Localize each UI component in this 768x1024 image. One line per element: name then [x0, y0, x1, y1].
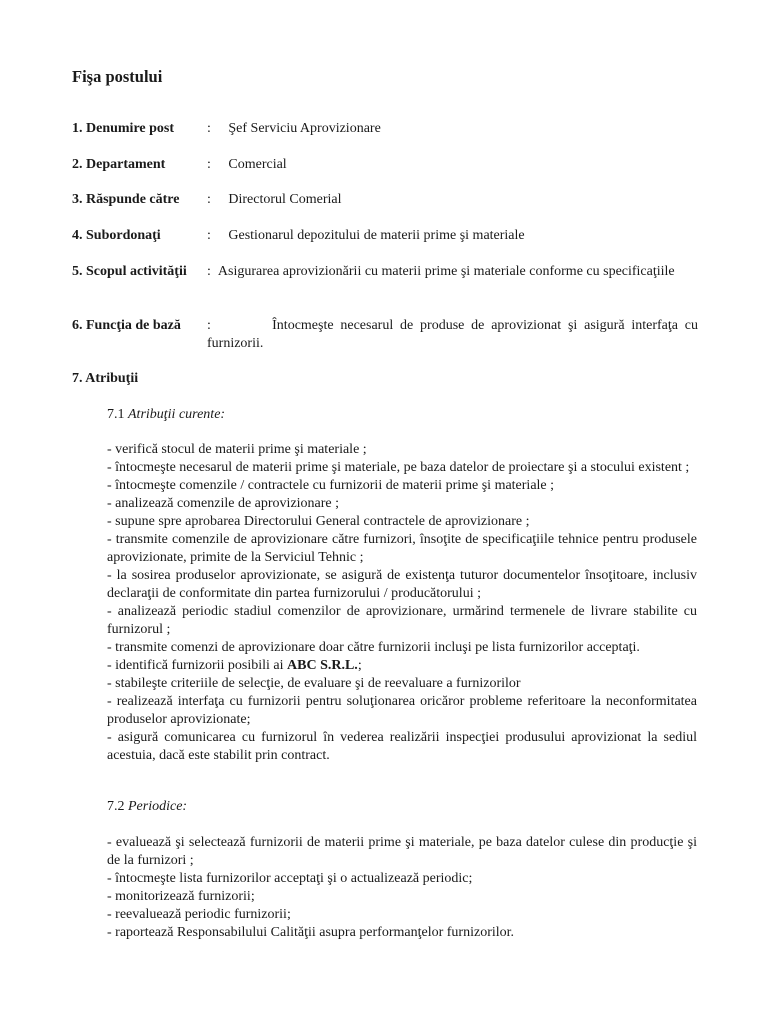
field-label: 3. Răspunde către	[72, 192, 180, 207]
field-separator: :	[207, 157, 211, 172]
field-value-text: Comercial	[228, 157, 287, 172]
list-item-identify-suppliers	[107, 657, 697, 675]
subheading-title: Periodice:	[128, 799, 188, 814]
field-value	[207, 120, 698, 138]
list-item: - analizează comenzile de aprovizionare ;	[107, 496, 340, 511]
section-heading-duties: 7. Atribuţii	[72, 371, 139, 386]
field-label: 2. Departament	[72, 157, 166, 172]
list-item: - transmite comenzile de aprovizionare către furnizori, însoţite de specificaţiile tehnice pentru produsele aprovizionate, primite de la Serviciul Tehnic ;	[107, 532, 697, 565]
identify-suffix: ;	[357, 658, 362, 673]
field-label: 5. Scopul activităţii	[72, 264, 187, 279]
field-value	[207, 317, 698, 353]
list-item: - realizează interfaţa cu furnizorii pentru soluţionarea oricăror probleme referitoare la neconformitatea produselor aprovizionate;	[107, 694, 697, 727]
list-item: - transmite comenzi de aprovizionare doar către furnizorii incluşi pe lista furnizorilor acceptaţi.	[107, 640, 640, 655]
list-item: - verifică stocul de materii prime şi materiale ;	[107, 442, 367, 457]
field-value	[207, 227, 698, 245]
list-item: - supune spre aprobarea Directorului General contractele de aprovizionare ;	[107, 514, 530, 529]
field-value-text: Şef Serviciu Aprovizionare	[228, 121, 381, 136]
identify-prefix: - identifică furnizorii posibili ai	[107, 658, 288, 673]
field-value-text: Gestionarul depozitului de materii prime şi materiale	[228, 228, 525, 243]
list-item: - întocmeşte comenzile / contractele cu furnizorii de materii prime şi materiale ;	[107, 478, 555, 493]
list-item: - reevaluează periodic furnizorii;	[107, 907, 291, 922]
subheading-title: Atribuţii curente:	[128, 407, 226, 422]
list-item: - monitorizează furnizorii;	[107, 889, 255, 904]
list-item: - întocmeşte necesarul de materii prime şi materiale, pe baza datelor de proiectare şi a stocului existent ;	[107, 460, 690, 475]
subheading-current-duties	[107, 406, 225, 424]
company-name: ABC S.R.L.	[287, 658, 358, 673]
field-label: 6. Funcţia de bază	[72, 318, 181, 333]
field-separator: :	[207, 121, 211, 136]
field-separator: :	[207, 228, 211, 243]
periodic-duties-list	[107, 834, 697, 942]
list-item: - analizează periodic stadiul comenzilor de aprovizionare, urmărind termenele de livrare stabilite cu furnizorul ;	[107, 604, 697, 637]
current-duties-list	[107, 441, 697, 765]
field-separator: :	[207, 192, 211, 207]
field-value-text: Întocmeşte necesarul de produse de aprovizionat şi asigură interfaţa cu furnizorii.	[207, 318, 698, 351]
field-label: 4. Subordonaţi	[72, 228, 161, 243]
field-value	[207, 191, 698, 209]
subheading-number: 7.1	[107, 407, 125, 422]
subheading-number: 7.2	[107, 799, 125, 814]
field-value	[207, 263, 698, 281]
subheading-periodic-duties	[107, 798, 187, 816]
list-item: - stabileşte criteriile de selecţie, de evaluare şi de reevaluare a furnizorilor	[107, 676, 521, 691]
field-label: 1. Denumire post	[72, 121, 175, 136]
field-separator: :	[207, 264, 211, 279]
list-item: - asigură comunicarea cu furnizorul în vederea realizării inspecţiei produsului aprovizionat la sediul acestuia, dacă este stabilit prin contract.	[107, 730, 697, 763]
list-item: - întocmeşte lista furnizorilor acceptaţi şi o actualizează periodic;	[107, 871, 473, 886]
field-value-text: Directorul Comerial	[228, 192, 342, 207]
list-item: - la sosirea produselor aprovizionate, se asigură de existenţa tuturor documentelor însoţitoare, inclusiv declaraţii de conformitate din partea furnizorului / producătorului ;	[107, 568, 697, 601]
field-value	[207, 156, 698, 174]
document-title: Fişa postului	[72, 67, 163, 86]
list-item: - raportează Responsabilului Calităţii asupra performanţelor furnizorilor.	[107, 925, 515, 940]
list-item: - evaluează şi selectează furnizorii de materii prime şi materiale, pe baza datelor culese din producţie şi de la furnizori ;	[107, 835, 697, 868]
field-separator: :	[207, 318, 211, 333]
field-value-text: Asigurarea aprovizionării cu materii prime şi materiale conforme cu specificaţiile	[217, 264, 675, 279]
